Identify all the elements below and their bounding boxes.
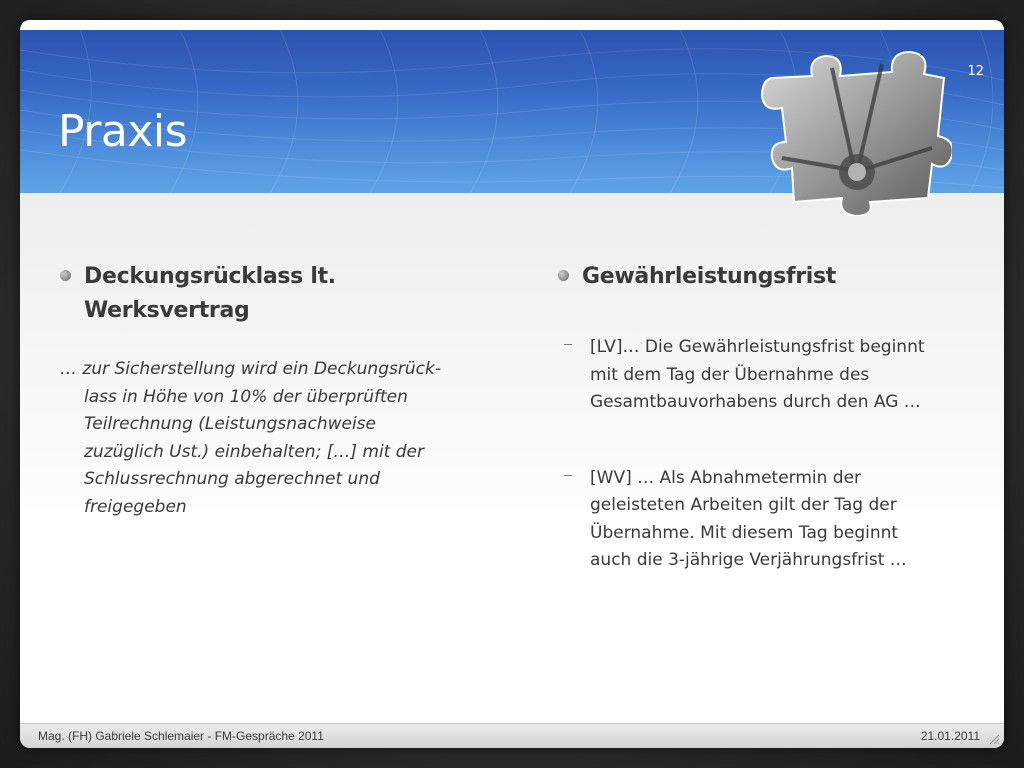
header-top-strip [20,20,1004,30]
slide-number: 12 [967,64,984,79]
list-item [558,334,978,417]
left-column [60,260,480,521]
puzzle-piece-image [742,38,952,216]
list-item [558,465,978,575]
circle-bullet-icon [558,270,569,281]
left-bullet [60,260,480,328]
resize-grip-icon[interactable] [988,733,1000,745]
right-column [558,260,978,575]
footer-author: Mag. (FH) Gabriele Schlemaier - FM-Gespräche 2011 [38,729,324,743]
right-heading: Gewährleistungsfrist [582,264,837,289]
slide-footer [20,723,1004,748]
left-quote: … zur Sicherstellung wird ein Deckungsrück- lass in Höhe von 10% der überprüften Teilrechnung (Leistungsnachweise zuzüglich Ust.) einbehalten; […] mit der Schlussrechnung abgerechnet und freigegeben [60,359,441,517]
circle-bullet-icon [60,270,71,281]
left-heading: Deckungsrücklass lt. Werksvertrag [84,264,336,323]
dash-bullet-icon [564,344,572,345]
slide [20,20,1004,748]
slide-title: Praxis [58,106,187,157]
footer-date: 21.01.2011 [920,729,980,743]
right-bullet [558,260,978,294]
dash-bullet-icon [564,475,572,476]
list-item-text: [WV] … Als Abnahmetermin der geleisteten Arbeiten gilt der Tag der Übernahme. Mit diesem Tag beginnt auch die 3-jährige Verjährungsfrist … [590,467,907,570]
list-item-text: [LV]… Die Gewährleistungsfrist beginnt mit dem Tag der Übernahme des Gesamtbauvorhabens durch den AG … [590,337,925,412]
